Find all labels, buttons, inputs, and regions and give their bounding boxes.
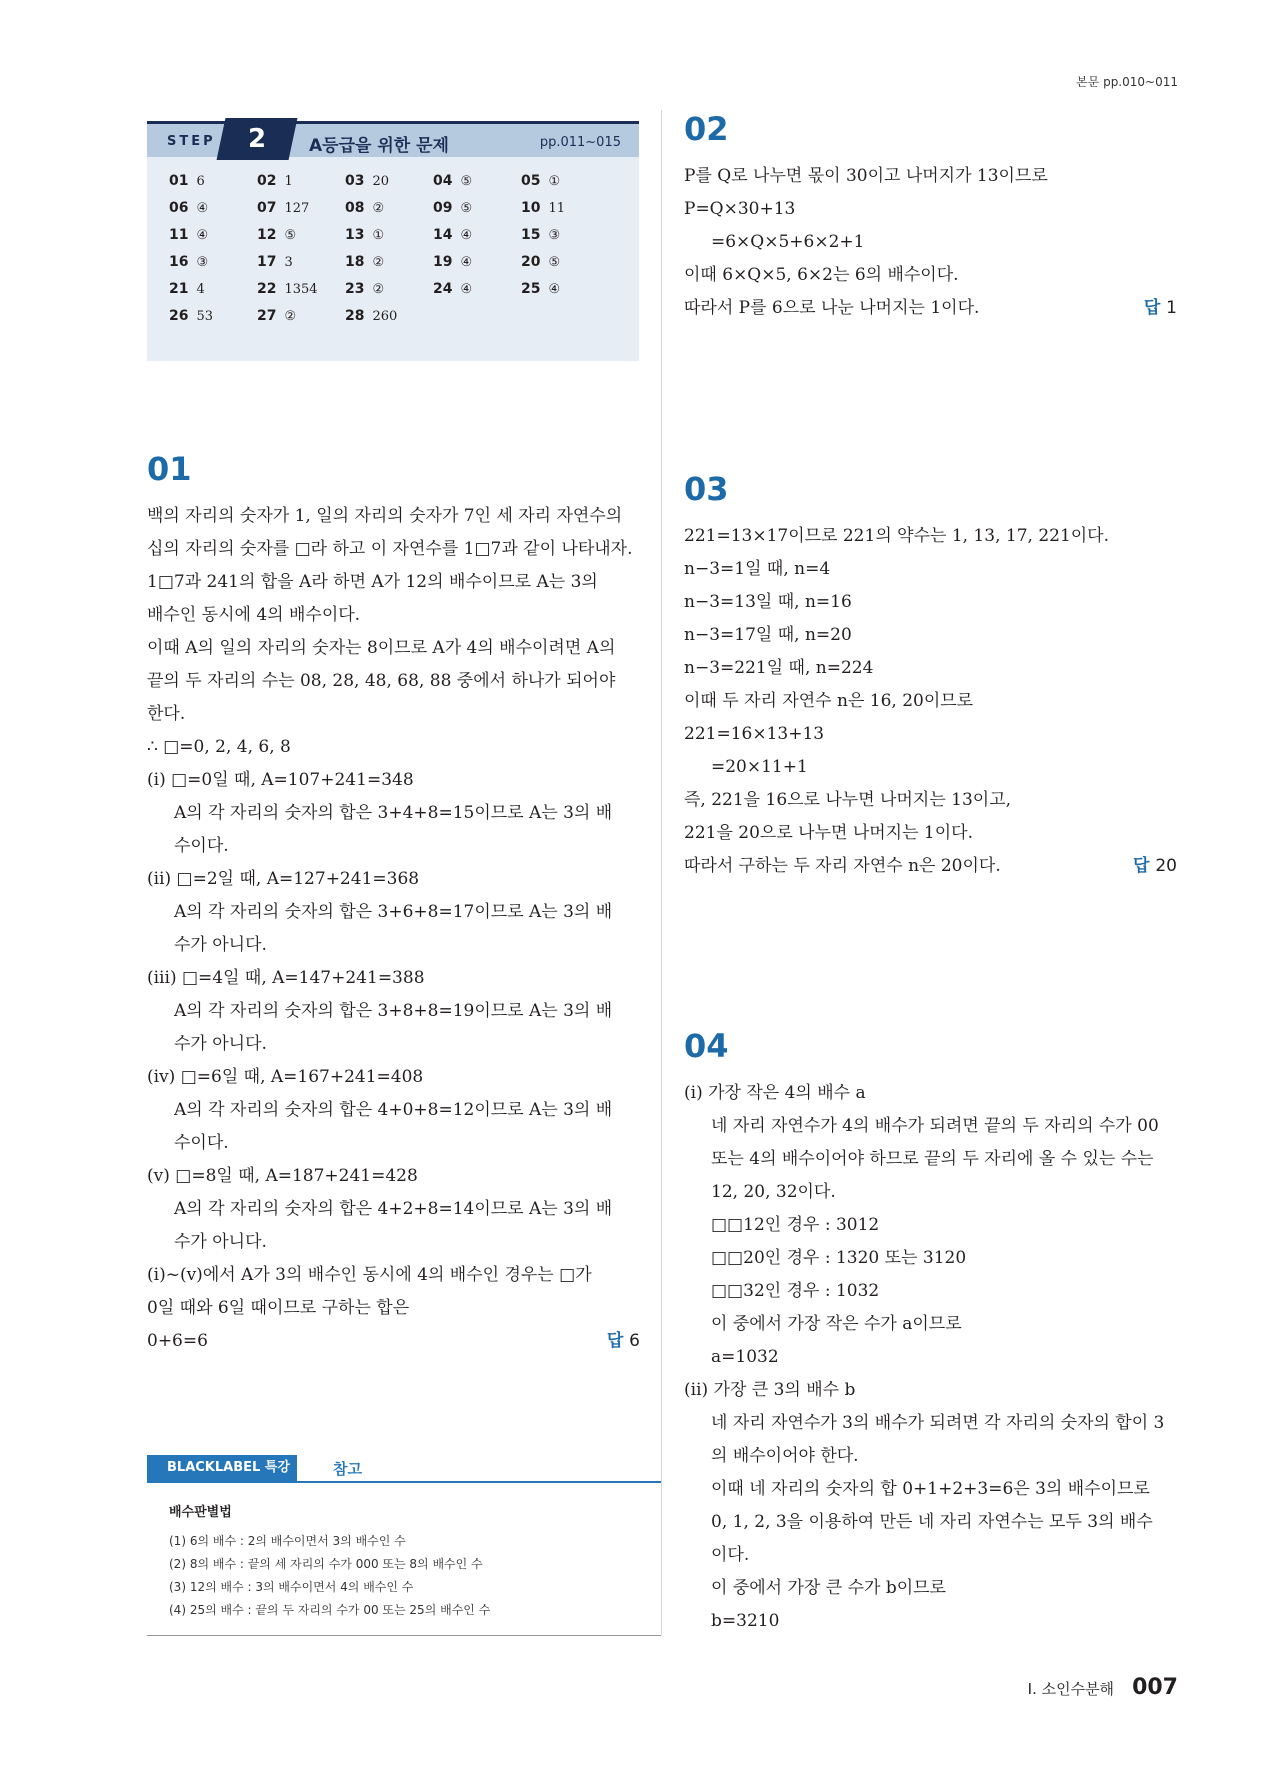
step-number-badge: 2: [217, 118, 298, 160]
answer-mark: [1144, 292, 1177, 325]
answer-value: 127: [284, 201, 310, 216]
solution-line: □□12인 경우 : 3012: [711, 1215, 880, 1235]
solution-line: =6×Q×5+6×2+1: [711, 232, 865, 252]
blacklabel-item: (1) 6의 배수 : 2의 배수이면서 3의 배수인 수: [169, 1534, 406, 1548]
solution-line: A의 각 자리의 숫자의 합은 3+4+8=15이므로 A는 3의 배: [174, 803, 613, 823]
solution-line: 네 자리 자연수가 4의 배수가 되려면 끝의 두 자리의 수가 00: [711, 1116, 1159, 1136]
page-number: 007: [1132, 1675, 1178, 1700]
answer-value: ①: [548, 174, 561, 189]
solution-line: 0일 때와 6일 때이므로 구하는 합은: [147, 1298, 410, 1318]
blacklabel-ref: 참고: [333, 1460, 362, 1478]
answer-row: [169, 227, 629, 254]
solution-line: n−3=1일 때, n=4: [684, 559, 831, 579]
answer-number: 12: [257, 227, 277, 243]
solution-line: (ⅰ) □=0일 때, A=107+241=348: [147, 770, 414, 790]
solution-line: (ⅲ) □=4일 때, A=147+241=388: [147, 968, 425, 988]
solution-line: 12, 20, 32이다.: [711, 1182, 836, 1202]
answer-cell: [257, 308, 345, 335]
solution-line: [684, 292, 1177, 325]
answer-value: ④: [196, 201, 209, 216]
solution-line: 십의 자리의 숫자를 □라 하고 이 자연수를 1□7과 같이 나타내자.: [147, 539, 633, 559]
answer-cell: [433, 200, 521, 227]
solution-line: □□32인 경우 : 1032: [711, 1281, 880, 1301]
solution-line: 이때 6×Q×5, 6×2는 6의 배수이다.: [684, 265, 959, 285]
answer-number: 28: [345, 308, 365, 324]
step-answer-box: [147, 121, 639, 361]
answer-cell: [257, 227, 345, 254]
answer-cell: [169, 254, 257, 281]
answer-value: 20: [372, 174, 389, 189]
answer-value: 53: [196, 309, 213, 324]
solution-line: 1□7과 241의 합을 A라 하면 A가 12의 배수이므로 A는 3의: [147, 572, 598, 592]
solution-04: [684, 1027, 1177, 1638]
answer-value: ②: [372, 201, 385, 216]
answer-value: ④: [460, 255, 473, 270]
solution-line: 이때 두 자리 자연수 n은 16, 20이므로: [684, 691, 974, 711]
answer-number: 15: [521, 227, 541, 243]
step-pages: pp.011~015: [539, 135, 621, 150]
blacklabel-rule: [147, 1481, 661, 1483]
blacklabel-heading: 배수판별법: [169, 1505, 232, 1520]
answer-cell: [169, 200, 257, 227]
answer-row: [169, 308, 629, 335]
answer-number: 19: [433, 254, 453, 270]
solution-line: 네 자리 자연수가 3의 배수가 되려면 각 자리의 숫자의 합이 3: [711, 1413, 1165, 1433]
step-title: A등급을 위한 문제: [309, 136, 449, 156]
answer-row: [169, 254, 629, 281]
blacklabel-tab: BLACKLABEL 특강: [147, 1455, 297, 1481]
answer-cell: [345, 227, 433, 254]
solution-line: 끝의 두 자리의 수는 08, 28, 48, 68, 88 중에서 하나가 되어야: [147, 671, 616, 691]
answer-number: 01: [169, 173, 189, 189]
answer-value: ⑤: [460, 201, 473, 216]
solution-line: 221을 20으로 나누면 나머지는 1이다.: [684, 823, 973, 843]
solution-line: [147, 1325, 640, 1358]
solution-line: 수이다.: [174, 836, 229, 856]
answer-mark: [607, 1325, 640, 1358]
answer-value: ④: [460, 228, 473, 243]
section-number: 04: [684, 1027, 729, 1065]
answer-number: 20: [521, 254, 541, 270]
answer-value: ④: [548, 282, 561, 297]
footer-section: Ⅰ. 소인수분해: [1027, 1680, 1115, 1698]
answer-value: ⑤: [548, 255, 561, 270]
answer-cell: [345, 254, 433, 281]
section-number: 01: [147, 450, 192, 488]
answer-value: ④: [196, 228, 209, 243]
solution-line: [684, 850, 1177, 883]
blacklabel-item: (2) 8의 배수 : 끝의 세 자리의 수가 000 또는 8의 배수인 수: [169, 1557, 483, 1571]
blacklabel-bottom-rule: [147, 1635, 661, 1636]
solution-line: 이때 네 자리의 숫자의 합 0+1+2+3=6은 3의 배수이므로: [711, 1479, 1150, 1499]
solution-line: A의 각 자리의 숫자의 합은 3+8+8=19이므로 A는 3의 배: [174, 1001, 613, 1021]
step-label: STEP: [167, 134, 216, 149]
answer-number: 16: [169, 254, 189, 270]
solution-body: [684, 520, 1177, 883]
answer-number: 09: [433, 200, 453, 216]
answer-cell: [169, 281, 257, 308]
answer-value: ①: [372, 228, 385, 243]
answer-label: 답: [1133, 856, 1150, 876]
answer-value: ②: [372, 282, 385, 297]
answer-number: 24: [433, 281, 453, 297]
page-footer: [1028, 1675, 1178, 1700]
answer-value: ④: [460, 282, 473, 297]
solution-line: 이다.: [711, 1545, 750, 1565]
answer-value: 20: [1155, 856, 1177, 876]
answer-value: 1354: [284, 282, 318, 297]
solution-03: [684, 470, 1177, 883]
solution-01: [147, 450, 640, 1358]
solution-line: (ⅰ) 가장 작은 4의 배수 a: [684, 1083, 866, 1103]
answer-number: 23: [345, 281, 365, 297]
answer-cell: [433, 281, 521, 308]
answer-value: 6: [196, 174, 205, 189]
answer-value: ②: [284, 309, 297, 324]
solution-line: (ⅴ) □=8일 때, A=187+241=428: [147, 1166, 418, 1186]
solution-line: 또는 4의 배수이어야 하므로 끝의 두 자리에 올 수 있는 수는: [711, 1149, 1154, 1169]
solution-line: A의 각 자리의 숫자의 합은 4+2+8=14이므로 A는 3의 배: [174, 1199, 613, 1219]
answer-cell: [257, 200, 345, 227]
answer-label: 답: [1143, 298, 1161, 318]
answer-value: 1: [284, 174, 293, 189]
section-number: 03: [684, 470, 729, 508]
answer-value: ⑤: [460, 174, 473, 189]
answer-number: 27: [257, 308, 277, 324]
solution-line: (ⅱ) □=2일 때, A=127+241=368: [147, 869, 420, 889]
solution-line: 221=13×17이므로 221의 약수는 1, 13, 17, 221이다.: [684, 526, 1110, 546]
answer-value: 3: [284, 255, 293, 270]
answer-number: 05: [521, 173, 541, 189]
answer-number: 10: [521, 200, 541, 216]
answer-value: ②: [372, 255, 385, 270]
answer-value: 1: [1166, 298, 1177, 318]
answer-cell: [169, 227, 257, 254]
header-page-ref: 본문 pp.010~011: [1076, 75, 1178, 89]
solution-line: n−3=13일 때, n=16: [684, 592, 852, 612]
solution-line: 수가 아니다.: [174, 1232, 267, 1252]
answer-mark: [1133, 850, 1177, 883]
answer-label: 답: [606, 1331, 624, 1351]
solution-line: A의 각 자리의 숫자의 합은 3+6+8=17이므로 A는 3의 배: [174, 902, 613, 922]
solution-line: 수가 아니다.: [174, 1034, 267, 1054]
solution-line: P=Q×30+13: [684, 199, 796, 219]
answer-cell: [433, 254, 521, 281]
answer-cell: [521, 227, 609, 254]
answer-row: [169, 173, 629, 200]
solution-line: =20×11+1: [711, 757, 808, 777]
solution-line: 의 배수이어야 한다.: [711, 1446, 859, 1466]
solution-line: 수이다.: [174, 1133, 229, 1153]
answer-number: 06: [169, 200, 189, 216]
answer-number: 26: [169, 308, 189, 324]
answer-number: 21: [169, 281, 189, 297]
answer-row: [169, 200, 629, 227]
solution-line: P를 Q로 나누면 몫이 30이고 나머지가 13이므로: [684, 166, 1048, 186]
answer-number: 13: [345, 227, 365, 243]
solution-line: 한다.: [147, 704, 186, 724]
answer-cell: [521, 281, 609, 308]
answer-value: ⑤: [284, 228, 297, 243]
answer-number: 03: [345, 173, 365, 189]
answer-number: 04: [433, 173, 453, 189]
solution-line: 백의 자리의 숫자가 1, 일의 자리의 숫자가 7인 세 자리 자연수의: [147, 506, 623, 526]
solution-body: [684, 160, 1177, 325]
blacklabel-item: (3) 12의 배수 : 3의 배수이면서 4의 배수인 수: [169, 1580, 414, 1594]
answer-cell: [257, 281, 345, 308]
answer-value: 260: [372, 309, 398, 324]
blacklabel-content: [169, 1501, 490, 1622]
answer-value: ③: [196, 255, 209, 270]
solution-line: (ⅱ) 가장 큰 3의 배수 b: [684, 1380, 856, 1400]
answer-cell: [169, 308, 257, 335]
solution-body: [684, 1077, 1177, 1638]
answer-number: 07: [257, 200, 277, 216]
answer-number: 08: [345, 200, 365, 216]
solution-line: 이 중에서 가장 작은 수가 a이므로: [711, 1314, 962, 1334]
solution-line: □□20인 경우 : 1320 또는 3120: [711, 1248, 967, 1268]
solution-line: 221=16×13+13: [684, 724, 825, 744]
solution-line: (ⅳ) □=6일 때, A=167+241=408: [147, 1067, 424, 1087]
answer-value: 11: [548, 201, 565, 216]
answer-cell: [521, 254, 609, 281]
solution-line-text: 따라서 P를 6으로 나눈 나머지는 1이다.: [684, 298, 980, 318]
answer-number: 02: [257, 173, 277, 189]
answer-value: 6: [629, 1331, 640, 1351]
solution-line: n−3=221일 때, n=224: [684, 658, 874, 678]
answer-cell: [521, 200, 609, 227]
step-header-bar: [147, 121, 639, 157]
blacklabel-item: (4) 25의 배수 : 끝의 두 자리의 수가 00 또는 25의 배수인 수: [169, 1603, 491, 1617]
answer-cell: [433, 173, 521, 200]
solution-line: 0, 1, 2, 3을 이용하여 만든 네 자리 자연수는 모두 3의 배수: [711, 1512, 1153, 1532]
solution-line: 이때 A의 일의 자리의 숫자는 8이므로 A가 4의 배수이려면 A의: [147, 638, 616, 658]
answer-grid: [169, 173, 629, 335]
column-divider: [661, 110, 662, 1635]
solution-line-text: 0+6=6: [147, 1331, 208, 1351]
answer-number: 14: [433, 227, 453, 243]
answer-number: 11: [169, 227, 189, 243]
answer-cell: [169, 173, 257, 200]
solution-02: [684, 110, 1177, 325]
solution-line: 수가 아니다.: [174, 935, 267, 955]
answer-number: 22: [257, 281, 277, 297]
solution-line: b=3210: [711, 1611, 780, 1631]
answer-cell: [257, 254, 345, 281]
solution-line: 이 중에서 가장 큰 수가 b이므로: [711, 1578, 946, 1598]
answer-cell: [345, 281, 433, 308]
solution-line-text: 따라서 구하는 두 자리 자연수 n은 20이다.: [684, 856, 1001, 876]
answer-cell: [433, 227, 521, 254]
answer-cell: [521, 173, 609, 200]
solution-line: n−3=17일 때, n=20: [684, 625, 852, 645]
solution-line: A의 각 자리의 숫자의 합은 4+0+8=12이므로 A는 3의 배: [174, 1100, 613, 1120]
answer-cell: [345, 200, 433, 227]
section-number: 02: [684, 110, 729, 148]
solution-line: 배수인 동시에 4의 배수이다.: [147, 605, 361, 625]
answer-value: 4: [196, 282, 205, 297]
solution-line: ∴ □=0, 2, 4, 6, 8: [147, 737, 291, 757]
answer-row: [169, 281, 629, 308]
answer-value: ③: [548, 228, 561, 243]
answer-number: 25: [521, 281, 541, 297]
solution-line: 즉, 221을 16으로 나누면 나머지는 13이고,: [684, 790, 1012, 810]
answer-number: 18: [345, 254, 365, 270]
solution-body: [147, 500, 640, 1358]
answer-cell: [257, 173, 345, 200]
solution-line: a=1032: [711, 1347, 779, 1367]
solution-line: (ⅰ)~(ⅴ)에서 A가 3의 배수인 동시에 4의 배수인 경우는 □가: [147, 1265, 592, 1285]
answer-cell: [345, 173, 433, 200]
answer-cell: [345, 308, 433, 335]
answer-number: 17: [257, 254, 277, 270]
